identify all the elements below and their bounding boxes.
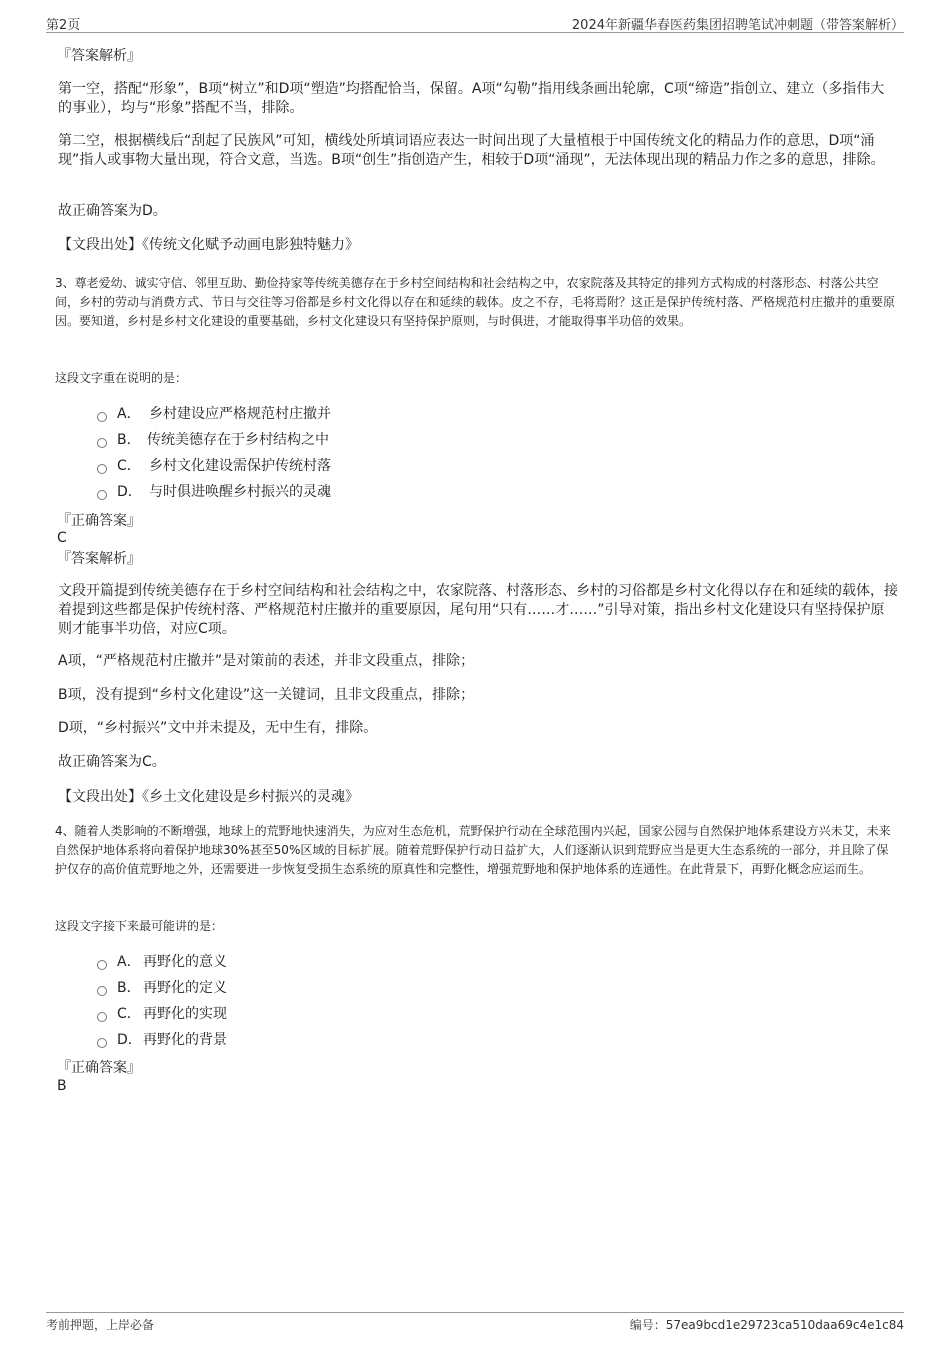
radio-icon[interactable] xyxy=(97,986,107,996)
answer-value: C xyxy=(57,530,67,546)
radio-icon[interactable] xyxy=(97,464,107,474)
option-key: D． xyxy=(117,1032,142,1048)
source-citation: 【文段出处】《传统文化赋予动画电影独特魅力》 xyxy=(58,237,359,253)
option-c[interactable] xyxy=(97,1001,227,1027)
answer-value: B xyxy=(57,1078,67,1094)
radio-icon[interactable] xyxy=(97,1038,107,1048)
analysis-paragraph: 文段开篇提到传统美德存在于乡村空间结构和社会结构之中，农家院落、村落形态、乡村的习俗都是乡村文化得以存在和延续的载体，接着提到这些都是保护传统村落、严格规范村庄撤并的重要原因，尾句用“只有……才……”引导对策，指出乡村文化建设只有坚持保护原则才能事半功倍，对应C项。 xyxy=(58,583,898,637)
option-text: 再野化的实现 xyxy=(143,1006,227,1022)
analysis-paragraph: 第二空，根据横线后“刮起了民族风”可知，横线处所填词语应表达一时间出现了大量植根于中国传统文化的精品力作的意思，D项“涌现”指人或事物大量出现，符合文意，当选。B项“创生”指创造产生，相较于D项“涌现”，无法体现出现的精品力作之多的意思，排除。 xyxy=(58,133,885,168)
option-key: C． xyxy=(117,458,141,474)
option-b[interactable] xyxy=(97,427,331,453)
question-prompt: 这段文字重在说明的是： xyxy=(55,371,188,385)
option-list xyxy=(97,401,331,505)
page-header xyxy=(46,14,904,33)
footer-slogan: 考前押题，上岸必备 xyxy=(46,1318,155,1332)
option-a[interactable] xyxy=(97,949,227,975)
option-text: 与时俱进唤醒乡村振兴的灵魂 xyxy=(149,484,331,500)
analysis-paragraph: A项，“严格规范村庄撤并”是对策前的表述，并非文段重点，排除； xyxy=(58,653,475,669)
page-number: 第2页 xyxy=(46,18,81,33)
option-key: B． xyxy=(117,980,141,996)
option-d[interactable] xyxy=(97,1027,227,1053)
option-list xyxy=(97,949,227,1053)
radio-icon[interactable] xyxy=(97,412,107,422)
option-key: A． xyxy=(117,406,141,422)
analysis-tag: 『答案解析』 xyxy=(57,551,141,567)
source-citation: 【文段出处】《乡土文化建设是乡村振兴的灵魂》 xyxy=(58,789,359,805)
radio-icon[interactable] xyxy=(97,490,107,500)
radio-icon[interactable] xyxy=(97,438,107,448)
question-stem: 3、尊老爱幼、诚实守信、邻里互助、勤俭持家等传统美德存在于乡村空间结构和社会结构之中，农家院落及其特定的排列方式构成的村落形态、村落公共空间，乡村的劳动与消费方式、节日与交往等习俗都是乡村文化得以存在和延续的载体。皮之不存，毛将焉附？这正是保护传统村落、严格规范村庄撤并的重要原因。要知道，乡村是乡村文化建设的重要基础，乡村文化建设只有坚持保护原则，与时俱进，才能取得事半功倍的效果。 xyxy=(55,276,896,328)
option-text: 再野化的意义 xyxy=(143,954,227,970)
analysis-paragraph: B项，没有提到“乡村文化建设”这一关键词，且非文段重点，排除； xyxy=(58,687,475,703)
option-c[interactable] xyxy=(97,453,331,479)
option-key: A． xyxy=(117,954,141,970)
option-key: B． xyxy=(117,432,141,448)
radio-icon[interactable] xyxy=(97,1012,107,1022)
conclusion-text: 故正确答案为C。 xyxy=(58,754,166,770)
conclusion-text: 故正确答案为D。 xyxy=(58,203,167,219)
answer-tag: 『正确答案』 xyxy=(57,1060,141,1076)
document-title: 2024年新疆华春医药集团招聘笔试冲刺题（带答案解析） xyxy=(571,18,904,33)
option-key: C． xyxy=(117,1006,141,1022)
option-text: 再野化的背景 xyxy=(143,1032,227,1048)
option-text: 传统美德存在于乡村结构之中 xyxy=(147,432,329,448)
analysis-paragraph: 第一空，搭配“形象”，B项“树立”和D项“塑造”均搭配恰当，保留。A项“勾勒”指用线条画出轮廓，C项“缔造”指创立、建立（多指伟大的事业），均与“形象”搭配不当，排除。 xyxy=(58,81,885,116)
analysis-tag: 『答案解析』 xyxy=(57,48,141,64)
answer-tag: 『正确答案』 xyxy=(57,513,141,529)
option-text: 乡村建设应严格规范村庄撤并 xyxy=(149,406,331,422)
option-a[interactable] xyxy=(97,401,331,427)
question-prompt: 这段文字接下来最可能讲的是： xyxy=(55,919,224,933)
option-b[interactable] xyxy=(97,975,227,1001)
radio-icon[interactable] xyxy=(97,960,107,970)
question-stem: 4、随着人类影响的不断增强，地球上的荒野地快速消失，为应对生态危机，荒野保护行动在全球范围内兴起，国家公园与自然保护地体系建设方兴未艾，未来自然保护地体系将向着保护地球30%甚至50%区域的目标扩展。随着荒野保护行动日益扩大，人们逐渐认识到荒野应当是更大生态系统的一部分，并且除了保护仅存的高价值荒野地之外，还需要进一步恢复受损生态系统的原真性和完整性，增强荒野地和保护地体系的连通性。在此背景下，再野化概念应运而生。 xyxy=(55,824,891,876)
analysis-paragraph: D项，“乡村振兴”文中并未提及，无中生有，排除。 xyxy=(58,720,378,736)
option-d[interactable] xyxy=(97,479,331,505)
option-text: 再野化的定义 xyxy=(143,980,227,996)
option-text: 乡村文化建设需保护传统村落 xyxy=(149,458,331,474)
option-key: D． xyxy=(117,484,142,500)
page-footer xyxy=(46,1312,904,1335)
document-code: 编号：57ea9bcd1e29723ca510daa69c4e1c84 xyxy=(629,1318,904,1332)
